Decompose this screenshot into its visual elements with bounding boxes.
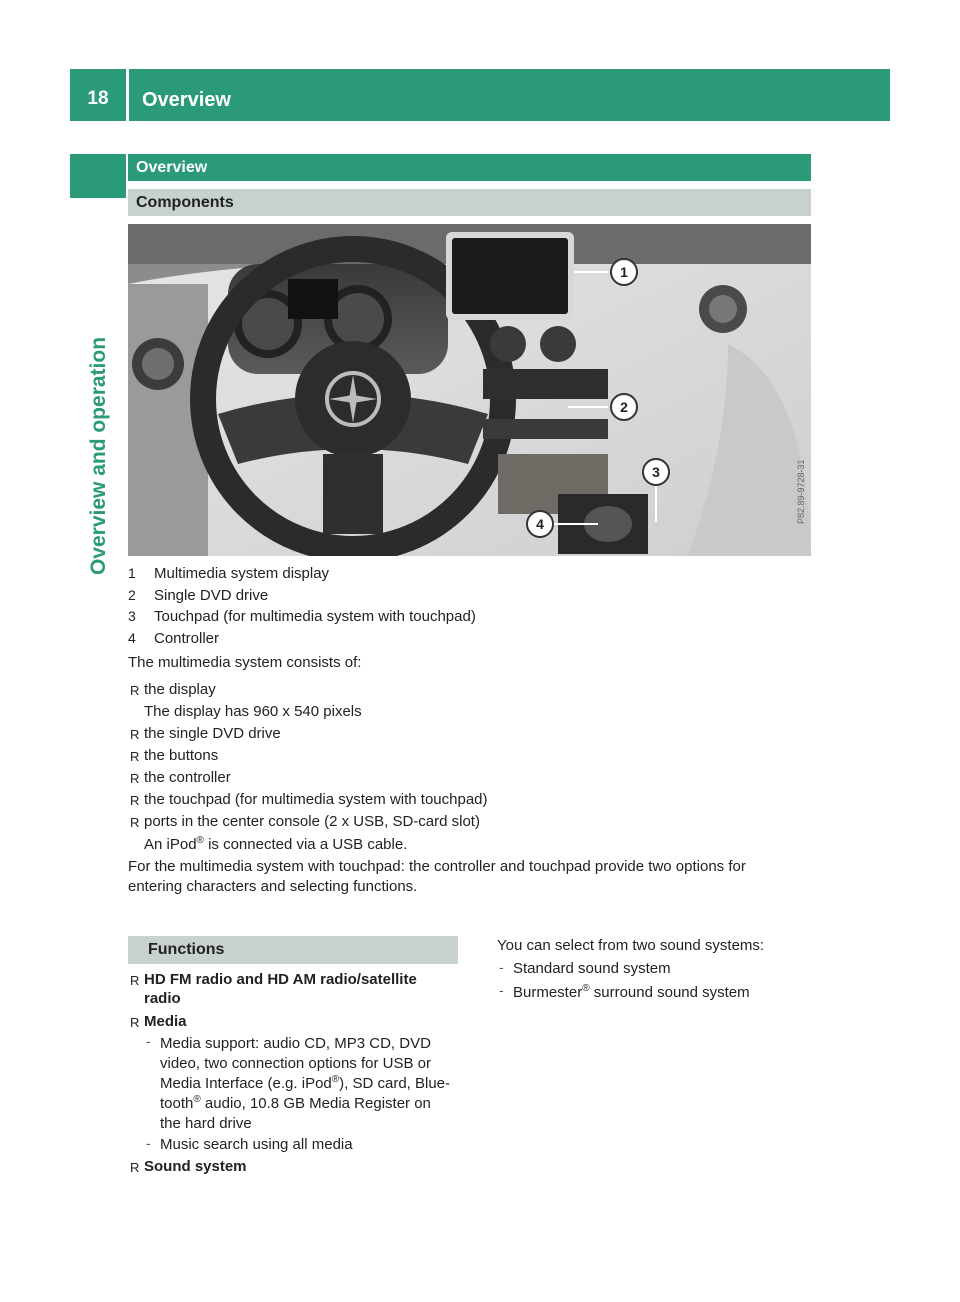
registered-mark: ® xyxy=(331,1074,340,1085)
media-line-3 xyxy=(160,1073,450,1095)
side-tab-marker xyxy=(70,154,126,198)
callout-4-number: 4 xyxy=(536,516,544,532)
function-media: Media xyxy=(144,1013,187,1030)
bullet-controller: the controller xyxy=(144,769,231,786)
components-heading: Components xyxy=(136,194,234,211)
bullet-display: the display xyxy=(144,681,216,698)
burmester-text: Burmester xyxy=(513,984,583,1001)
photo-code: P82.89-9728-31 xyxy=(796,459,806,524)
caption-1-text: Multimedia system display xyxy=(154,565,330,582)
media-line-3-end: ), SD card, Blue- xyxy=(339,1075,451,1092)
bullet-buttons: the buttons xyxy=(144,747,219,764)
dash-marker: - xyxy=(499,959,504,975)
bullet-marker: R xyxy=(130,771,140,786)
bullet-ports: ports in the center console (2 x USB, SD-card slot) xyxy=(144,813,480,830)
ipod-note xyxy=(144,834,407,856)
caption-1-number: 1 xyxy=(128,565,136,581)
caption-4 xyxy=(128,627,219,650)
functions-heading: Functions xyxy=(148,941,225,958)
caption-4-number: 4 xyxy=(128,630,136,646)
registered-mark: ® xyxy=(196,835,204,846)
bullet-marker: R xyxy=(130,815,140,830)
callout-2 xyxy=(610,393,638,421)
sound-option-burmester xyxy=(513,982,750,1004)
caption-3-text: Touchpad (for multimedia system with touchpad) xyxy=(154,608,476,625)
media-line-4 xyxy=(160,1093,431,1115)
function-radio-line-1: HD FM radio and HD AM radio/satellite xyxy=(144,971,417,988)
cockpit-photo xyxy=(128,224,811,556)
bullet-dvd: the single DVD drive xyxy=(144,725,281,742)
callout-3 xyxy=(642,458,670,486)
callout-3-number: 3 xyxy=(652,464,660,480)
cockpit-illustration xyxy=(128,224,811,556)
side-tab-text: Overview and operation xyxy=(87,336,110,576)
ipod-note-end: is connected via a USB cable. xyxy=(203,836,408,853)
bullet-marker: R xyxy=(130,749,140,764)
bullet-marker: R xyxy=(130,1015,140,1030)
functions-heading-bar xyxy=(128,936,458,964)
burmester-text-end: surround sound system xyxy=(589,984,750,1001)
caption-2-number: 2 xyxy=(128,587,136,603)
intro-text: The multimedia system consists of: xyxy=(128,654,362,671)
display-note: The display has 960 x 540 pixels xyxy=(144,703,362,720)
caption-3-number: 3 xyxy=(128,608,136,624)
page-number: 18 xyxy=(87,88,109,109)
media-line-5: the hard drive xyxy=(160,1115,252,1132)
media-line-3-start: Media Interface (e.g. iPod xyxy=(160,1075,332,1092)
callout-4 xyxy=(526,510,554,538)
caption-2-text: Single DVD drive xyxy=(154,587,269,604)
dash-marker: - xyxy=(146,1033,151,1049)
registered-mark: ® xyxy=(582,983,590,994)
bullet-marker: R xyxy=(130,793,140,808)
section-title: Overview xyxy=(136,159,208,176)
media-line-1: Media support: audio CD, MP3 CD, DVD xyxy=(160,1035,431,1052)
touchpad-paragraph-line-2: entering characters and selecting functions. xyxy=(128,878,418,895)
media-line-4-end: audio, 10.8 GB Media Register on xyxy=(200,1095,431,1112)
bullet-marker: R xyxy=(130,1160,140,1175)
registered-mark: ® xyxy=(193,1094,201,1105)
caption-4-text: Controller xyxy=(154,630,220,647)
bullet-marker: R xyxy=(130,973,140,988)
page-header xyxy=(70,69,890,121)
caption-2 xyxy=(128,584,268,607)
bullet-marker: R xyxy=(130,683,140,698)
header-divider xyxy=(126,69,129,121)
caption-1 xyxy=(128,562,329,585)
function-sound-system: Sound system xyxy=(144,1158,247,1175)
sound-option-standard: Standard sound system xyxy=(513,960,671,977)
section-title-bar xyxy=(128,154,811,181)
callout-1 xyxy=(610,258,638,286)
sound-intro: You can select from two sound systems: xyxy=(497,937,765,954)
bullet-touchpad: the touchpad (for multimedia system with touchpad) xyxy=(144,791,488,808)
bullet-marker: R xyxy=(130,727,140,742)
touchpad-paragraph-line-1: For the multimedia system with touchpad: the controller and touchpad provide two options for xyxy=(128,858,746,875)
ipod-note-start: An iPod xyxy=(144,836,197,853)
dash-marker: - xyxy=(146,1135,151,1151)
caption-3 xyxy=(128,605,476,628)
music-search: Music search using all media xyxy=(160,1136,353,1153)
header-title: Overview xyxy=(142,89,231,111)
media-line-4-start: tooth xyxy=(160,1095,194,1112)
components-heading-bar xyxy=(128,189,811,216)
callout-2-number: 2 xyxy=(620,399,628,415)
media-line-2: video, two connection options for USB or xyxy=(160,1055,431,1072)
callout-1-number: 1 xyxy=(620,264,628,280)
function-radio-line-2: radio xyxy=(144,990,181,1007)
dash-marker: - xyxy=(499,982,504,998)
